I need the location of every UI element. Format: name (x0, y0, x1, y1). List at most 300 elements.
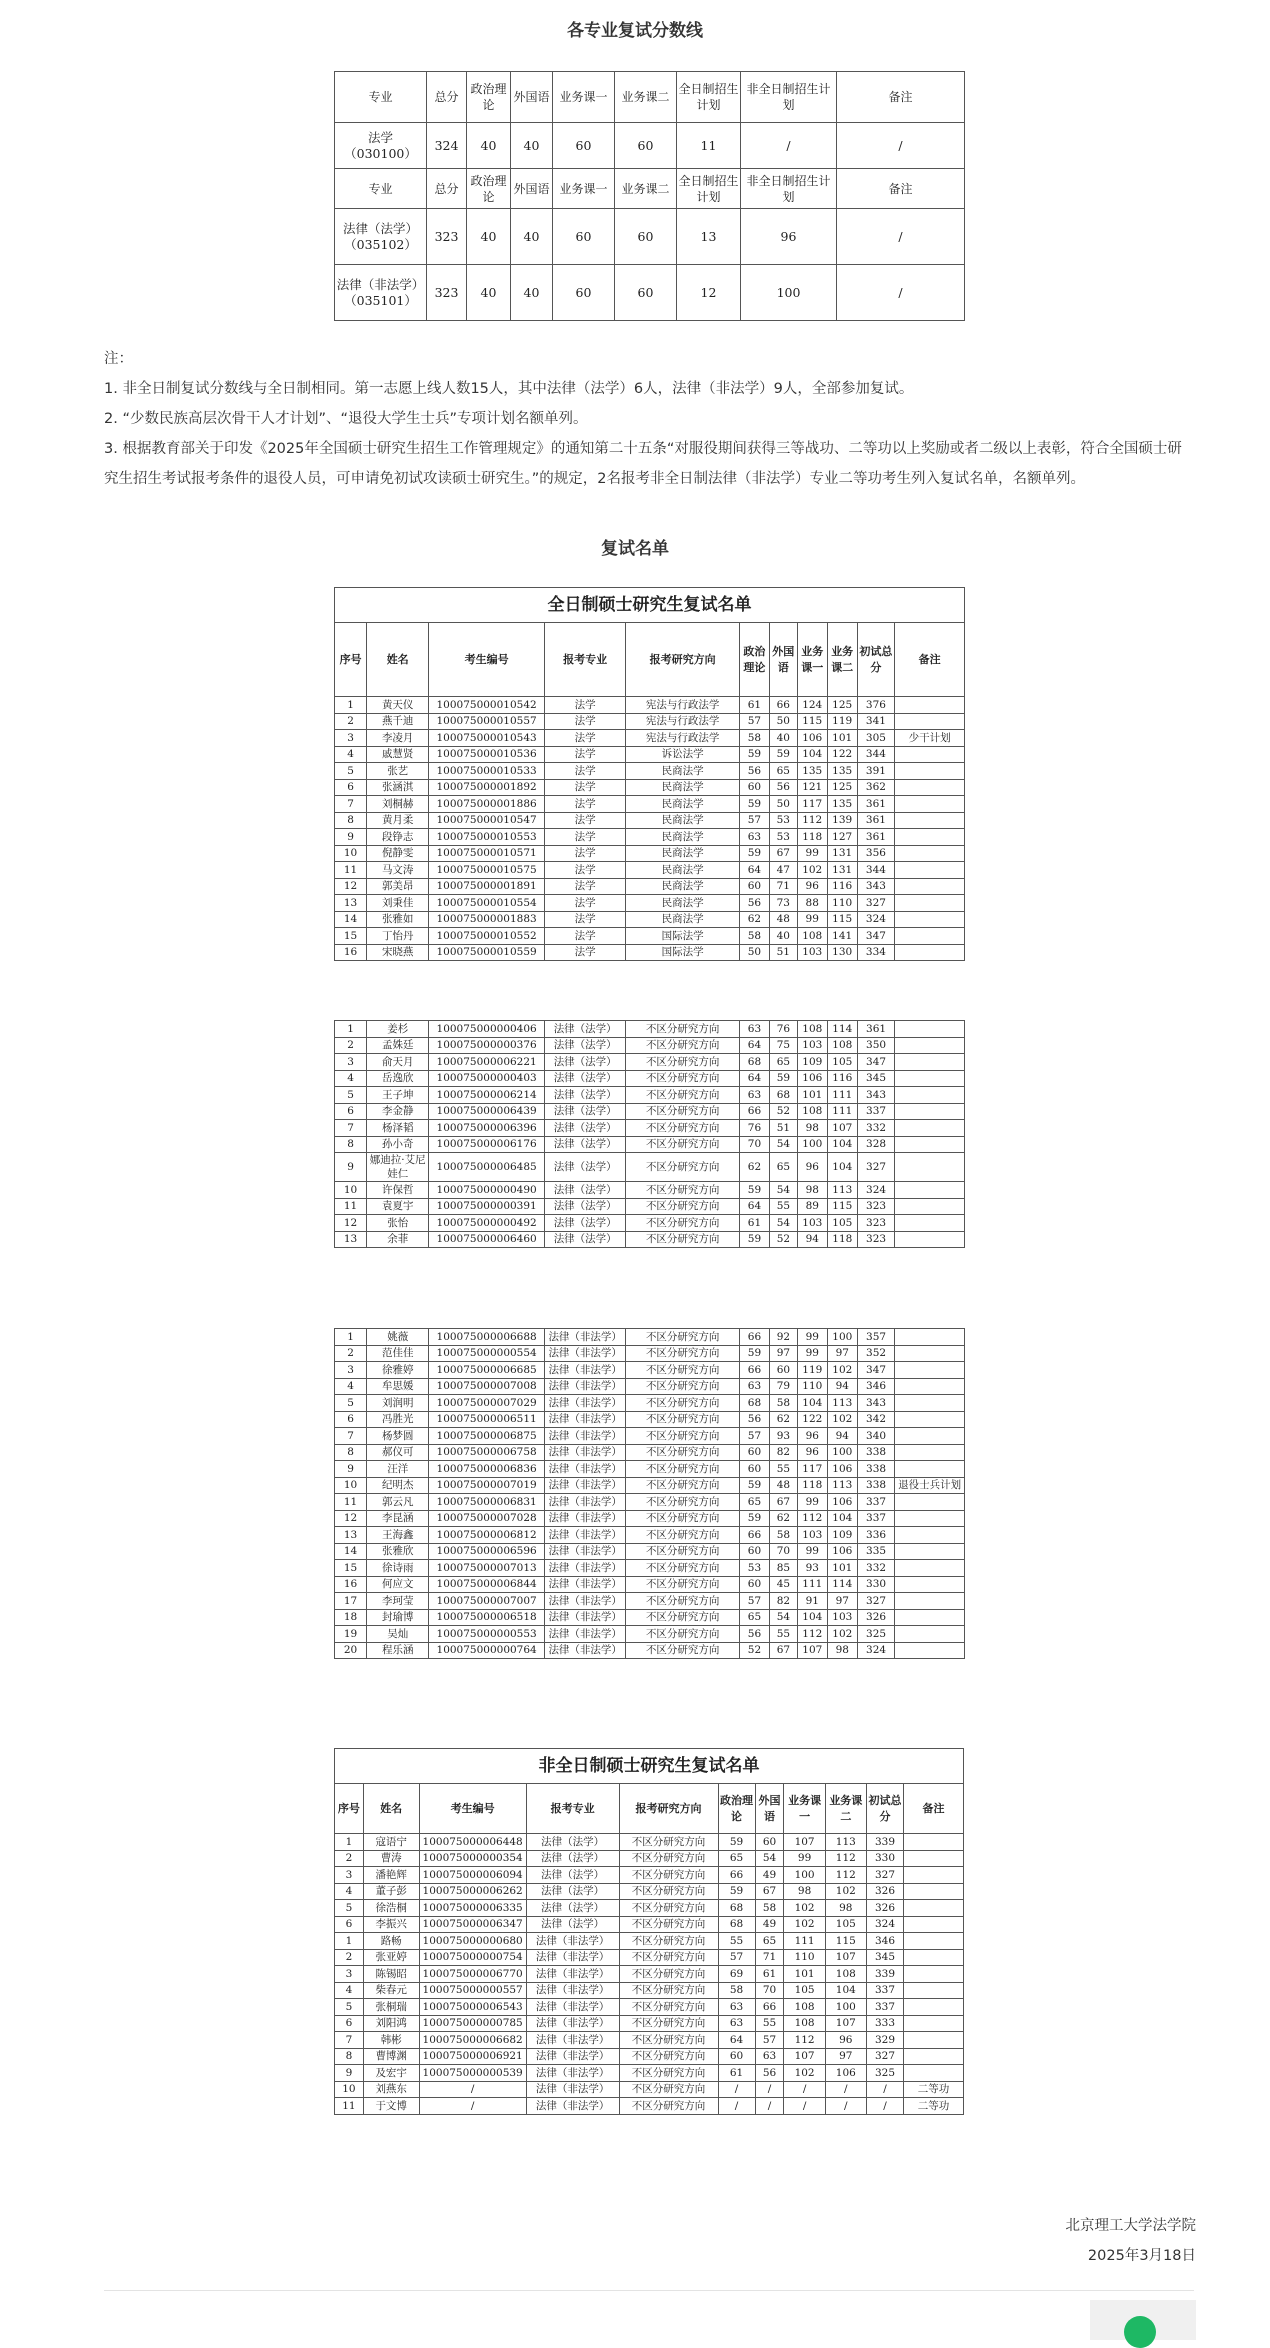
table-cell: 6 (335, 1103, 367, 1120)
table-cell: 110 (784, 1949, 825, 1966)
table-cell: 65 (769, 1153, 797, 1182)
table-cell: 111 (797, 1576, 827, 1593)
table-cell: 99 (797, 1494, 827, 1511)
table-cell: 3 (335, 730, 367, 747)
table-row (335, 1136, 965, 1153)
table-cell: / (419, 2098, 526, 2115)
table-cell: 100075000010571 (429, 845, 545, 862)
table-cell: 344 (857, 746, 894, 763)
table-cell: 法学 (544, 895, 625, 912)
table-cell: 66 (739, 1362, 769, 1379)
table-cell: 337 (866, 1999, 903, 2016)
table-cell (895, 944, 965, 961)
table-cell: 11 (335, 1198, 367, 1215)
table-cell: 姜杉 (367, 1021, 429, 1038)
table-cell: 110 (827, 895, 857, 912)
table-cell: 不区分研究方向 (626, 1494, 740, 1511)
table-cell (904, 2032, 964, 2049)
table-cell: 56 (755, 2065, 784, 2082)
table-cell: 345 (866, 1949, 903, 1966)
table-cell: 110 (797, 1378, 827, 1395)
table-cell: 325 (857, 1626, 895, 1643)
header-cell: 非全日制招生计划 (741, 72, 837, 123)
table-cell: 324 (857, 1642, 895, 1659)
table-cell: 102 (797, 862, 827, 879)
table-cell: 1 (335, 1329, 367, 1346)
table-cell: 59 (769, 746, 797, 763)
table-cell: 106 (825, 2065, 866, 2082)
table-cell: 法律（非法学） (544, 1378, 625, 1395)
table-cell: 112 (825, 1850, 866, 1867)
table-cell: 6 (335, 1916, 364, 1933)
score-row-falv-feifaxue (335, 265, 965, 321)
table-cell: 59 (739, 1477, 769, 1494)
table-cell: 131 (827, 862, 857, 879)
table-cell: 不区分研究方向 (626, 1231, 740, 1248)
header-cell: 总分 (427, 72, 467, 123)
table-cell: 李昆涵 (367, 1510, 429, 1527)
table-cell (895, 779, 965, 796)
table-cell: 不区分研究方向 (626, 1609, 740, 1626)
table-cell: 63 (718, 2015, 755, 2032)
table-cell: 63 (739, 829, 769, 846)
table-cell: 不区分研究方向 (619, 2015, 718, 2032)
table-row (335, 1428, 965, 1445)
table-cell: 10 (335, 1477, 367, 1494)
table-cell (895, 928, 965, 945)
table-cell: 法律（非法学） (526, 1949, 619, 1966)
score-section-title: 各专业复试分数线 (567, 21, 703, 41)
table-cell: 59 (739, 1231, 769, 1248)
header-cell: 备注 (904, 1784, 964, 1834)
table-cell: 106 (797, 730, 827, 747)
table-cell: 16 (335, 1576, 367, 1593)
header-cell: 考生编号 (419, 1784, 526, 1834)
table-cell (895, 1231, 965, 1248)
table-cell: 100075000006682 (419, 2032, 526, 2049)
fulltime-roster-table (334, 587, 965, 961)
table-cell: 10 (335, 1182, 367, 1199)
parttime-caption: 非全日制硕士研究生复试名单 (335, 1749, 964, 1784)
table-cell: 法律（法学） (544, 1231, 625, 1248)
table-cell: 51 (769, 944, 797, 961)
table-cell: 14 (335, 1543, 367, 1560)
table-cell: 100075000006812 (429, 1527, 545, 1544)
table-cell: 100075000006831 (429, 1494, 545, 1511)
table-cell: 55 (755, 2015, 784, 2032)
table-cell: 125 (827, 697, 857, 714)
table-cell: 107 (825, 1949, 866, 1966)
table-cell: 79 (769, 1378, 797, 1395)
table-cell: 342 (857, 1411, 895, 1428)
table-cell: 118 (797, 1477, 827, 1494)
table-cell: 61 (718, 2065, 755, 2082)
table-cell: 100075000000764 (429, 1642, 545, 1659)
table-cell: 于文博 (363, 2098, 419, 2115)
table-cell (895, 1428, 965, 1445)
table-cell: 6 (335, 779, 367, 796)
table-cell: 法律（非法学） (526, 2098, 619, 2115)
table-cell: 3 (335, 1867, 364, 1884)
table-cell (895, 763, 965, 780)
table-cell: 96 (797, 878, 827, 895)
table-cell: 103 (827, 1609, 857, 1626)
table-cell: 53 (769, 812, 797, 829)
table-cell: 100075000006262 (419, 1883, 526, 1900)
table-cell: 不区分研究方向 (626, 1626, 740, 1643)
table-cell: 不区分研究方向 (619, 1883, 718, 1900)
table-cell: 57 (739, 812, 769, 829)
table-cell: 法律（法学） (544, 1021, 625, 1038)
table-cell: 19 (335, 1626, 367, 1643)
table-cell: 350 (857, 1037, 895, 1054)
table-cell: 不区分研究方向 (626, 1527, 740, 1544)
table-cell (895, 862, 965, 879)
table-cell: 337 (857, 1494, 895, 1511)
table-cell: 75 (769, 1037, 797, 1054)
score-row-falv-faxue (335, 209, 965, 265)
table-cell: 11 (335, 1494, 367, 1511)
table-cell: 55 (769, 1461, 797, 1478)
header-cell: 备注 (895, 623, 965, 697)
table-cell: 2 (335, 1949, 364, 1966)
table-cell: 100075000007019 (429, 1477, 545, 1494)
table-row (335, 1182, 965, 1199)
table-cell: 100075000006875 (429, 1428, 545, 1445)
table-row (335, 2015, 964, 2032)
table-cell: 100075000000754 (419, 1949, 526, 1966)
table-cell: 324 (857, 911, 894, 928)
table-cell: 47 (769, 862, 797, 879)
table-cell: 4 (335, 746, 367, 763)
table-cell: / (866, 2098, 903, 2115)
table-row (335, 1510, 965, 1527)
table-cell: 法律（非法学） (544, 1642, 625, 1659)
table-cell: 115 (797, 713, 827, 730)
table-cell: 391 (857, 763, 894, 780)
table-cell: 66 (769, 697, 797, 714)
table-cell: 50 (769, 713, 797, 730)
table-cell: 封瑜博 (367, 1609, 429, 1626)
table-cell: 67 (769, 1642, 797, 1659)
table-cell: 法学 (544, 829, 625, 846)
table-row (335, 746, 965, 763)
table-cell (904, 2048, 964, 2065)
table-cell: 106 (827, 1461, 857, 1478)
table-cell: 李珂莹 (367, 1593, 429, 1610)
table-cell: 姚薇 (367, 1329, 429, 1346)
header-cell: 备注 (837, 72, 965, 123)
table-cell: 郭美昂 (367, 878, 429, 895)
table-row (335, 1103, 965, 1120)
table-cell (904, 1834, 964, 1851)
table-cell: 58 (718, 1982, 755, 1999)
table-cell: 100075000010536 (429, 746, 545, 763)
table-cell: 88 (797, 895, 827, 912)
table-cell: 13 (335, 1231, 367, 1248)
table-row (335, 1642, 965, 1659)
table-cell: 70 (755, 1982, 784, 1999)
wechat-icon[interactable] (1124, 2316, 1156, 2348)
table-cell: 法律（非法学） (544, 1576, 625, 1593)
table-cell: 328 (857, 1136, 895, 1153)
table-cell: 98 (797, 1182, 827, 1199)
table-cell: 100075000001892 (429, 779, 545, 796)
table-cell: 101 (827, 1560, 857, 1577)
table-cell: 68 (739, 1054, 769, 1071)
score-cell: 法律（法学）（035102） (335, 209, 427, 265)
table-cell: 100075000000557 (419, 1982, 526, 1999)
table-cell: 98 (827, 1642, 857, 1659)
table-cell: 法律（法学） (526, 1834, 619, 1851)
table-cell: 343 (857, 878, 894, 895)
table-cell (895, 1510, 965, 1527)
table-cell: 324 (857, 1182, 895, 1199)
table-cell (895, 697, 965, 714)
table-row (335, 730, 965, 747)
table-cell: 305 (857, 730, 894, 747)
table-cell: 不区分研究方向 (626, 1444, 740, 1461)
table-cell (895, 1626, 965, 1643)
table-cell (895, 1037, 965, 1054)
table-cell: 15 (335, 1560, 367, 1577)
table-cell (895, 1182, 965, 1199)
header-cell: 业务课一 (797, 623, 827, 697)
table-cell: 115 (825, 1933, 866, 1950)
table-row (335, 1153, 965, 1182)
table-cell: 法律（非法学） (544, 1626, 625, 1643)
table-cell: 法学 (544, 746, 625, 763)
table-cell (895, 1215, 965, 1232)
table-cell: 1 (335, 1021, 367, 1038)
table-cell: 65 (755, 1933, 784, 1950)
table-cell: 100075000000539 (419, 2065, 526, 2082)
table-row (335, 697, 965, 714)
table-cell: 100075000007013 (429, 1560, 545, 1577)
table-cell: 70 (769, 1543, 797, 1560)
table-row (335, 1395, 965, 1412)
signature-date: 2025年3月18日 (1087, 2248, 1196, 2264)
table-cell: 法律（非法学） (526, 2065, 619, 2082)
table-cell: 12 (335, 1510, 367, 1527)
table-cell: 59 (718, 1834, 755, 1851)
table-cell: 107 (825, 2015, 866, 2032)
table-cell: 6 (335, 2015, 364, 2032)
table-cell (904, 2015, 964, 2032)
table-cell: 法律（非法学） (526, 1982, 619, 1999)
table-cell: 115 (827, 911, 857, 928)
header-cell: 外国语 (769, 623, 797, 697)
header-cell: 总分 (427, 169, 467, 209)
table-cell: 孙小奇 (367, 1136, 429, 1153)
table-row (335, 1070, 965, 1087)
table-cell: 不区分研究方向 (619, 1999, 718, 2016)
table-cell: 118 (827, 1231, 857, 1248)
table-cell: 二等功 (904, 2098, 964, 2115)
table-cell: 111 (827, 1103, 857, 1120)
table-cell: 路畅 (363, 1933, 419, 1950)
table-cell (904, 1966, 964, 1983)
score-cell: 40 (467, 123, 511, 169)
table-cell: 96 (825, 2032, 866, 2049)
table-cell: 法律（非法学） (544, 1395, 625, 1412)
table-cell (895, 1560, 965, 1577)
table-cell: 法律（非法学） (544, 1543, 625, 1560)
table-cell: 334 (857, 944, 894, 961)
table-cell: 不区分研究方向 (626, 1428, 740, 1445)
table-row (335, 2048, 964, 2065)
table-cell: 70 (739, 1136, 769, 1153)
table-cell: 徐雅婷 (367, 1362, 429, 1379)
table-cell: 汪洋 (367, 1461, 429, 1478)
table-cell: 357 (857, 1329, 895, 1346)
table-cell: 法律（非法学） (544, 1345, 625, 1362)
table-cell: 102 (827, 1411, 857, 1428)
table-cell: 54 (769, 1609, 797, 1626)
table-cell: 108 (784, 1999, 825, 2016)
table-cell: 牟思媛 (367, 1378, 429, 1395)
table-cell: 不区分研究方向 (626, 1054, 740, 1071)
table-cell: 不区分研究方向 (619, 2048, 718, 2065)
table-cell: 52 (769, 1103, 797, 1120)
table-cell: 343 (857, 1395, 895, 1412)
table-cell: 346 (866, 1933, 903, 1950)
table-cell: 6 (335, 1411, 367, 1428)
table-cell: 曹博渊 (363, 2048, 419, 2065)
table-cell: 100 (827, 1444, 857, 1461)
table-cell: 法律（非法学） (544, 1609, 625, 1626)
table-cell: 不区分研究方向 (626, 1345, 740, 1362)
table-cell: 不区分研究方向 (626, 1543, 740, 1560)
table-cell: 李振兴 (363, 1916, 419, 1933)
table-cell: 董子彭 (363, 1883, 419, 1900)
table-cell: 58 (739, 928, 769, 945)
table-cell: 娜迪拉·艾尼娃仁 (367, 1153, 429, 1182)
header-cell: 业务课二 (825, 1784, 866, 1834)
table-cell: 法学 (544, 796, 625, 813)
score-cell: / (837, 123, 965, 169)
header-cell: 专业 (335, 72, 427, 123)
table-cell: / (866, 2081, 903, 2098)
table-cell: 94 (797, 1231, 827, 1248)
table-cell: 66 (739, 1103, 769, 1120)
table-cell: 98 (797, 1120, 827, 1137)
table-cell: 337 (866, 1982, 903, 1999)
table-cell: 96 (797, 1444, 827, 1461)
table-cell: 56 (739, 1626, 769, 1643)
table-cell (904, 1916, 964, 1933)
table-cell: 不区分研究方向 (619, 2098, 718, 2115)
table-cell: 不区分研究方向 (626, 1198, 740, 1215)
table-cell: 338 (857, 1477, 895, 1494)
table-cell: 59 (718, 1883, 755, 1900)
table-cell (895, 746, 965, 763)
score-cell: 13 (677, 209, 741, 265)
table-cell: 12 (335, 878, 367, 895)
table-row (335, 1345, 965, 1362)
table-cell: 9 (335, 829, 367, 846)
table-cell: 57 (739, 1593, 769, 1610)
table-cell: 不区分研究方向 (619, 2081, 718, 2098)
header-cell: 政治理论 (467, 169, 511, 209)
table-cell: 13 (335, 1527, 367, 1544)
table-cell (895, 1054, 965, 1071)
score-cell: 60 (615, 265, 677, 321)
table-cell: 107 (827, 1120, 857, 1137)
table-cell: 张涵淇 (367, 779, 429, 796)
table-cell: 96 (797, 1428, 827, 1445)
table-cell: 3 (335, 1362, 367, 1379)
score-cell: 60 (553, 209, 615, 265)
table-cell: 法律（非法学） (544, 1477, 625, 1494)
table-cell: 67 (769, 1494, 797, 1511)
table-cell: 59 (769, 1070, 797, 1087)
fulltime-roster-table-falv-faxue (334, 1020, 965, 1248)
table-cell: / (825, 2098, 866, 2115)
table-cell: 96 (797, 1153, 827, 1182)
table-row (335, 1477, 965, 1494)
table-cell: 341 (857, 713, 894, 730)
table-cell: 民商法学 (626, 763, 740, 780)
table-cell: 65 (769, 763, 797, 780)
table-cell: 余菲 (367, 1231, 429, 1248)
table-cell: 344 (857, 862, 894, 879)
table-cell: 100075000010552 (429, 928, 545, 945)
header-cell: 姓名 (367, 623, 429, 697)
table-cell: 98 (825, 1900, 866, 1917)
table-cell: 少干计划 (895, 730, 965, 747)
table-cell: 张怡 (367, 1215, 429, 1232)
table-cell: 59 (739, 845, 769, 862)
table-cell: 5 (335, 1395, 367, 1412)
table-cell: 100075000006448 (419, 1834, 526, 1851)
table-cell: 113 (825, 1834, 866, 1851)
table-row (335, 895, 965, 912)
table-cell: 民商法学 (626, 911, 740, 928)
table-cell: / (825, 2081, 866, 2098)
table-cell: 法学 (544, 713, 625, 730)
table-cell: 104 (825, 1982, 866, 1999)
table-cell: 100075000000354 (419, 1850, 526, 1867)
header-cell: 报考专业 (544, 623, 625, 697)
table-cell: 105 (827, 1054, 857, 1071)
table-cell (895, 1120, 965, 1137)
table-cell: 347 (857, 928, 894, 945)
table-cell: 73 (769, 895, 797, 912)
table-cell (895, 1494, 965, 1511)
score-cell: 12 (677, 265, 741, 321)
table-cell: 63 (739, 1087, 769, 1104)
table-cell: 宋晓燕 (367, 944, 429, 961)
table-cell: 333 (866, 2015, 903, 2032)
table-cell: 71 (755, 1949, 784, 1966)
table-cell: 338 (857, 1461, 895, 1478)
table-cell: 82 (769, 1593, 797, 1610)
table-cell: 法学 (544, 763, 625, 780)
table-cell: 100075000006688 (429, 1329, 545, 1346)
score-cell: 法学（030100） (335, 123, 427, 169)
header-cell: 专业 (335, 169, 427, 209)
table-cell: 张亚婷 (363, 1949, 419, 1966)
fulltime-caption: 全日制硕士研究生复试名单 (335, 588, 965, 623)
table-cell (895, 1576, 965, 1593)
table-cell: 99 (797, 1345, 827, 1362)
table-cell: 曹涛 (363, 1850, 419, 1867)
table-cell: 54 (769, 1182, 797, 1199)
table-cell: 不区分研究方向 (626, 1642, 740, 1659)
table-cell: 法学 (544, 911, 625, 928)
table-cell: 7 (335, 1120, 367, 1137)
